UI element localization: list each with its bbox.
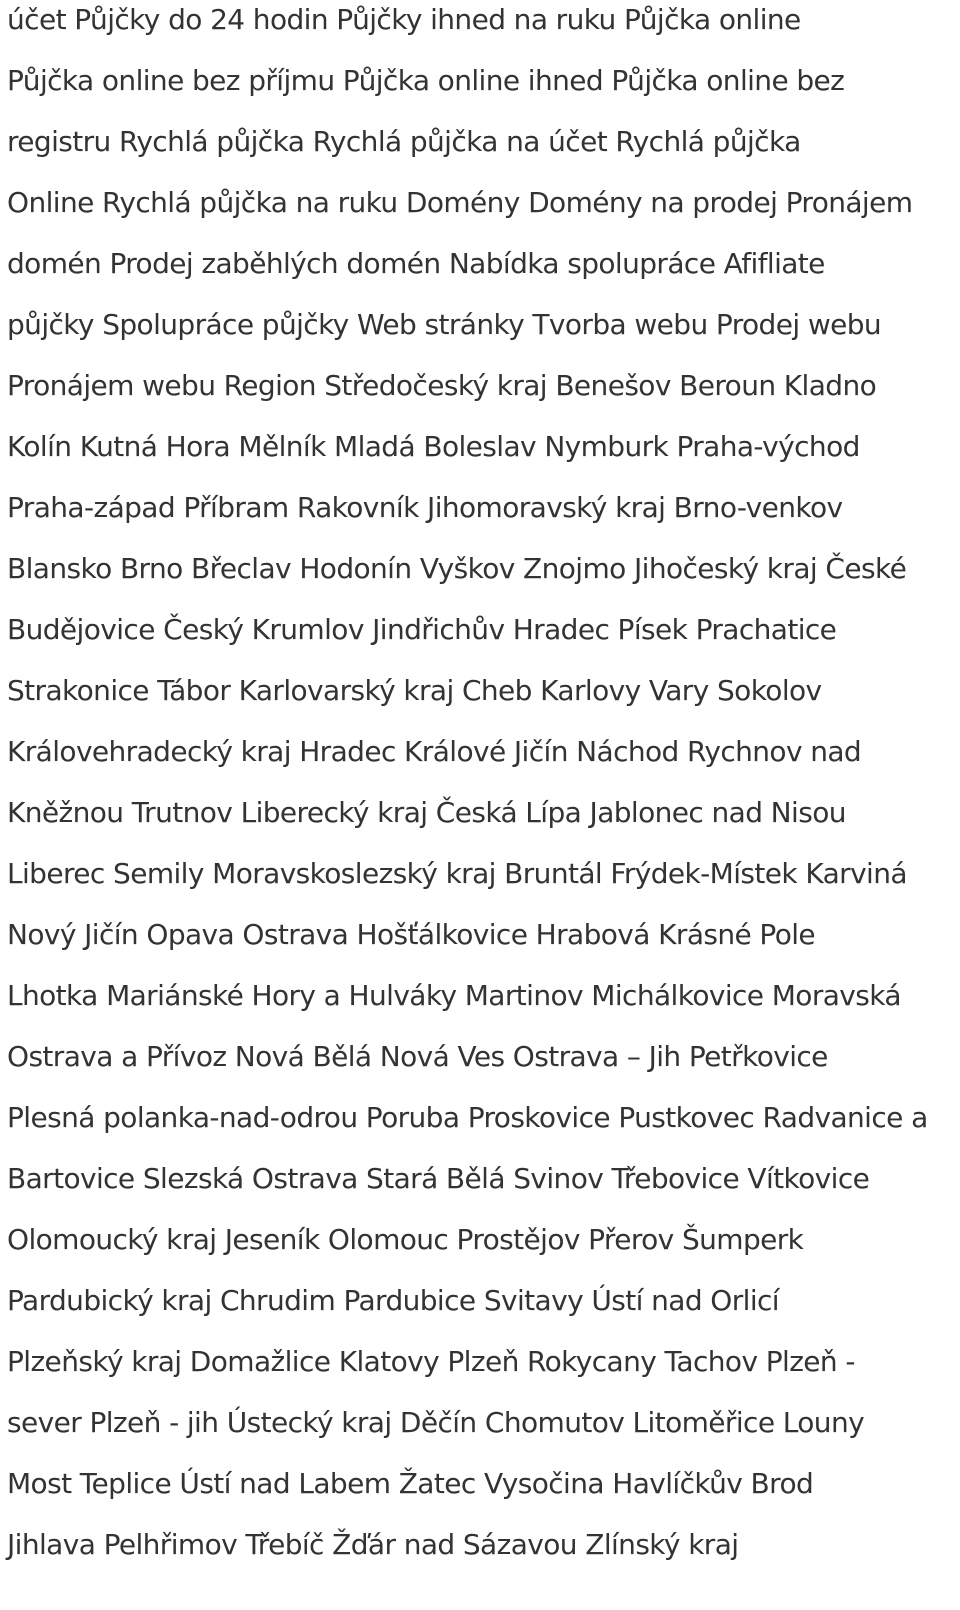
nav-link[interactable]: Břeclav [190,552,292,585]
nav-link[interactable]: Příbram [183,491,289,524]
link-list-line [7,61,844,122]
nav-link[interactable]: České [825,552,907,585]
nav-link[interactable]: Budějovice [7,613,155,646]
nav-link[interactable]: Prodej webu [715,308,882,341]
nav-link[interactable]: Půjčka online ihned [342,64,604,97]
nav-link[interactable]: Svitavy [483,1284,584,1317]
nav-link[interactable]: Bruntál [504,857,603,890]
nav-link[interactable]: Domažlice [189,1345,331,1378]
nav-link[interactable]: Online [7,186,94,219]
nav-link[interactable]: Hrabová [535,918,650,951]
link-list-line [7,1464,813,1525]
nav-link[interactable]: Pronájem [785,186,913,219]
nav-link[interactable]: Rokycany [527,1345,657,1378]
link-list-line [7,122,801,183]
nav-link[interactable]: Chomutov [484,1406,625,1439]
nav-link[interactable]: Mariánské Hory a Hulváky [106,979,457,1012]
nav-link[interactable]: Bartovice [7,1162,135,1195]
link-list-line [7,671,822,732]
nav-link[interactable]: Olomouc [327,1223,449,1256]
nav-link[interactable]: Nabídka spolupráce [448,247,716,280]
nav-link[interactable]: Tvorba webu [532,308,708,341]
nav-link[interactable]: Tábor [157,674,231,707]
nav-link[interactable]: Krásné Pole [658,918,816,951]
nav-link[interactable]: Jindřichův Hradec [372,613,610,646]
nav-link[interactable]: Benešov [555,369,671,402]
nav-link[interactable]: Český Krumlov [163,613,364,646]
nav-link[interactable]: Havlíčkův Brod [612,1467,814,1500]
nav-link[interactable]: Prostějov [456,1223,580,1256]
nav-link[interactable]: Pronájem webu [7,369,216,402]
link-list-line [7,305,881,366]
nav-link[interactable]: Středočeský kraj [324,369,547,402]
nav-link[interactable]: Slezská Ostrava [142,1162,358,1195]
nav-link[interactable]: Půjčky do 24 hodin [74,3,328,36]
nav-link[interactable]: Litoměřice [632,1406,775,1439]
link-list-line [7,1220,803,1281]
nav-link[interactable]: Písek [617,613,688,646]
nav-link[interactable]: Teplice [79,1467,172,1500]
nav-link[interactable]: Kladno [783,369,877,402]
nav-link[interactable]: Vysočina [483,1467,604,1500]
nav-link[interactable]: Rychlá půjčka [615,125,801,158]
nav-link[interactable]: Kolín [7,430,72,463]
nav-link[interactable]: Třebovice [611,1162,740,1195]
nav-link[interactable]: Radvanice a [762,1101,928,1134]
nav-link[interactable]: Prodej zaběhlých domén [109,247,441,280]
nav-link[interactable]: Karviná [805,857,907,890]
link-list-line [7,793,846,854]
nav-link[interactable]: půjčky [7,308,94,341]
nav-link[interactable]: Ostrava [242,918,349,951]
nav-link[interactable]: Region [223,369,316,402]
link-list-line [7,732,861,793]
nav-link[interactable]: Brno-venkov [673,491,843,524]
nav-link[interactable]: Brno [119,552,183,585]
nav-link[interactable]: Ústecký kraj [226,1406,392,1439]
nav-link[interactable]: Hradec Králové [299,735,506,768]
nav-link[interactable]: Rychlá půjčka [119,125,305,158]
nav-link[interactable]: Náchod [576,735,679,768]
nav-link[interactable]: registru [7,125,111,158]
nav-link[interactable]: Stará Bělá [366,1162,505,1195]
nav-link[interactable]: Jeseník [224,1223,320,1256]
nav-link[interactable]: Trutnov [131,796,233,829]
link-list-line [7,0,801,61]
nav-link[interactable]: Moravská [771,979,901,1012]
nav-link[interactable]: Nová Bělá [234,1040,372,1073]
nav-link[interactable]: Spolupráce půjčky [102,308,349,341]
nav-link[interactable]: Hodonín [299,552,412,585]
link-list-line [7,1342,855,1403]
nav-link[interactable]: Rychnov nad [687,735,862,768]
nav-link[interactable]: Plesná [7,1101,95,1134]
nav-link[interactable]: Mělník [238,430,326,463]
link-list-line [7,1037,828,1098]
nav-link[interactable]: Karlovy Vary [540,674,709,707]
nav-link[interactable]: domén [7,247,102,280]
nav-link[interactable]: Petřkovice [688,1040,828,1073]
nav-link[interactable]: Pelhřimov [103,1528,238,1561]
nav-link[interactable]: Nová Ves [379,1040,505,1073]
nav-link[interactable]: Jablonec nad Nisou [589,796,846,829]
nav-link[interactable]: Plzeň - jih [89,1406,219,1439]
link-list-line [7,1281,779,1342]
nav-link[interactable]: Blansko [7,552,112,585]
nav-link[interactable]: Ostrava – Jih [512,1040,681,1073]
nav-link[interactable]: Semily [113,857,204,890]
link-list-line [7,1403,864,1464]
nav-link[interactable]: Mladá Boleslav [334,430,536,463]
nav-link[interactable]: Karlovarský kraj [238,674,454,707]
nav-link[interactable]: Znojmo [523,552,626,585]
nav-link[interactable]: Chrudim [219,1284,336,1317]
nav-link[interactable]: Půjčky ihned na ruku [336,3,616,36]
link-list-line [7,1159,869,1220]
link-list-line [7,610,836,671]
nav-link[interactable]: Domény [405,186,520,219]
nav-link[interactable]: Afifliate [723,247,825,280]
nav-link[interactable]: Poruba [365,1101,460,1134]
nav-link[interactable]: Praha-východ [676,430,860,463]
nav-link[interactable]: Moravskoslezský kraj [212,857,496,890]
nav-link[interactable]: Olomoucký kraj [7,1223,217,1256]
link-list-line [7,976,901,1037]
nav-link[interactable]: Jihlava [7,1528,96,1561]
nav-link[interactable]: Ústí nad Orlicí [591,1284,779,1317]
nav-link[interactable]: Plzeňský kraj [7,1345,182,1378]
nav-link[interactable]: Klatovy [338,1345,440,1378]
nav-link[interactable]: Strakonice [7,674,149,707]
nav-link[interactable]: Domény na prodej [528,186,778,219]
nav-link[interactable]: Pardubický kraj [7,1284,212,1317]
link-list-line [7,183,912,244]
link-list-line [7,366,876,427]
nav-link[interactable]: Pustkovec [618,1101,755,1134]
nav-link[interactable]: Martinov [464,979,583,1012]
nav-link[interactable]: Svinov [513,1162,604,1195]
nav-link[interactable]: Prachatice [695,613,837,646]
nav-link[interactable]: Půjčka online bez příjmu [7,64,335,97]
nav-link[interactable]: Zlínský kraj [585,1528,739,1561]
link-list-line [7,244,825,305]
nav-link[interactable]: Pardubice [343,1284,476,1317]
nav-link[interactable]: Půjčka online bez [611,64,845,97]
nav-link[interactable]: Beroun [679,369,776,402]
nav-link[interactable]: Nymburk [544,430,669,463]
link-list-line [7,427,860,488]
link-list-line [7,549,906,610]
nav-link[interactable]: Rakovník [296,491,419,524]
nav-link[interactable]: Česká Lípa [435,796,582,829]
nav-link[interactable]: účet [7,3,66,36]
nav-link[interactable]: Liberecký kraj [240,796,428,829]
nav-link[interactable]: Praha-západ [7,491,176,524]
nav-link[interactable]: Třebíč [245,1528,324,1561]
nav-link[interactable]: Přerov [588,1223,674,1256]
nav-link[interactable]: Louny [782,1406,865,1439]
nav-link[interactable]: sever [7,1406,82,1439]
nav-link[interactable]: Jihočeský kraj [634,552,818,585]
nav-link[interactable]: Lhotka [7,979,98,1012]
nav-link[interactable]: Hošťálkovice [356,918,528,951]
link-list-line [7,854,907,915]
nav-link[interactable]: Ústí nad Labem [179,1467,391,1500]
nav-link[interactable]: Frýdek-Místek [610,857,798,890]
link-list-line [7,915,815,976]
link-list-line [7,1525,738,1586]
nav-link[interactable]: Vyškov [419,552,515,585]
nav-link[interactable]: Tachov [664,1345,758,1378]
nav-link[interactable]: Michálkovice [591,979,764,1012]
nav-link[interactable]: Kutná Hora [79,430,231,463]
nav-link[interactable]: Vítkovice [747,1162,870,1195]
nav-link[interactable]: polanka-nad-odrou [103,1101,358,1134]
nav-link[interactable]: Jihomoravský kraj [427,491,666,524]
nav-link[interactable]: Plzeň - [765,1345,855,1378]
nav-link[interactable]: Sokolov [716,674,822,707]
nav-link[interactable]: Děčín [399,1406,477,1439]
nav-link[interactable]: Opava [146,918,235,951]
nav-link[interactable]: Most [7,1467,72,1500]
nav-link[interactable]: Nový Jičín [7,918,139,951]
nav-link[interactable]: Plzeň [447,1345,519,1378]
nav-link[interactable]: Liberec [7,857,105,890]
nav-link[interactable]: Královehradecký kraj [7,735,291,768]
nav-link[interactable]: Rychlá půjčka na účet [312,125,608,158]
nav-link[interactable]: Šumperk [681,1223,804,1256]
nav-link[interactable]: Kněžnou [7,796,124,829]
nav-link[interactable]: Rychlá půjčka na ruku [102,186,398,219]
nav-link[interactable]: Půjčka online [623,3,801,36]
nav-link[interactable]: Cheb [461,674,532,707]
link-list-line [7,488,843,549]
link-list-line [7,1098,928,1159]
nav-link[interactable]: Web stránky [356,308,525,341]
nav-link[interactable]: Jičín [513,735,568,768]
nav-link[interactable]: Ostrava a Přívoz [7,1040,227,1073]
nav-link[interactable]: Žatec [398,1467,476,1500]
nav-link[interactable]: Proskovice [467,1101,611,1134]
nav-link[interactable]: Žďár nad Sázavou [332,1528,577,1561]
